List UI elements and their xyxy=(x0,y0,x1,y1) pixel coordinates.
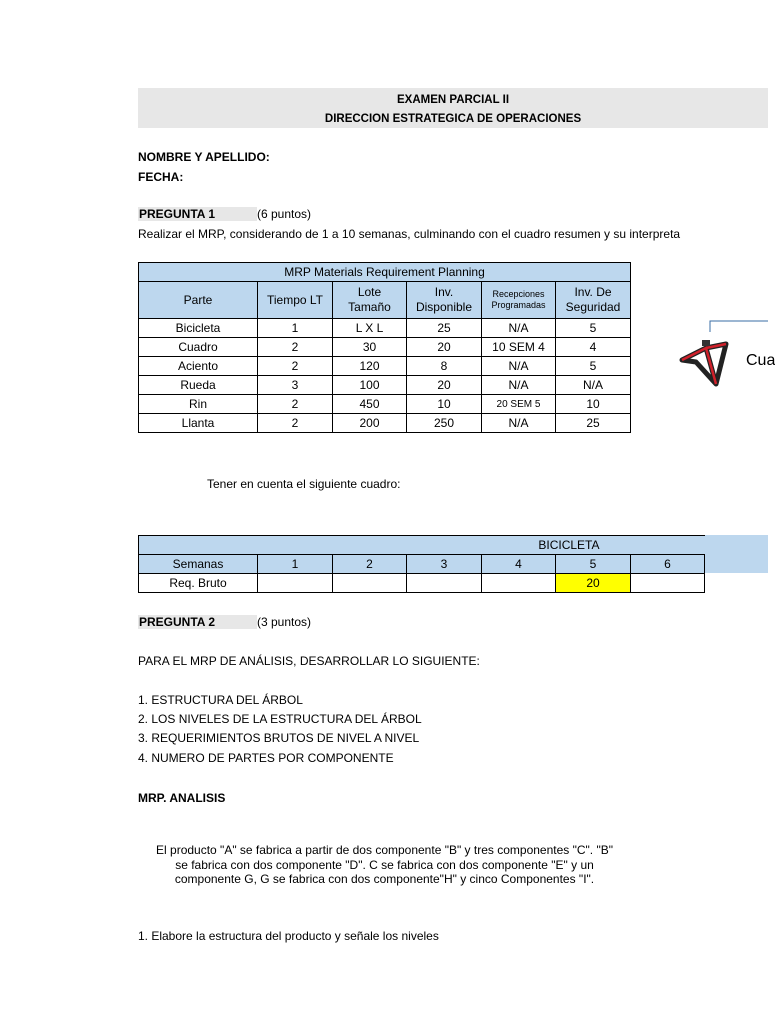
cell: 250 xyxy=(407,414,482,433)
cell: Bicicleta xyxy=(139,319,258,338)
bike-table-bluebar xyxy=(704,535,768,573)
analysis-paragraph xyxy=(138,843,631,887)
list-item: 1. ESTRUCTURA DEL ÁRBOL xyxy=(138,693,303,707)
bike-frame-icon xyxy=(682,340,726,384)
table-row xyxy=(139,357,631,376)
cell: N/A xyxy=(556,376,631,395)
cell: Llanta xyxy=(139,414,258,433)
header-cell: Parte xyxy=(139,282,258,319)
analysis-task: 1. Elabore la estructura del producto y señale los niveles xyxy=(138,929,439,943)
name-label: NOMBRE Y APELLIDO: xyxy=(138,150,270,164)
cell: 8 xyxy=(407,357,482,376)
cell: 5 xyxy=(556,319,631,338)
list-item: 4. NUMERO DE PARTES POR COMPONENTE xyxy=(138,751,394,765)
cell xyxy=(407,574,482,593)
cell xyxy=(258,574,333,593)
cell: 20 SEM 5 xyxy=(482,395,556,414)
paragraph-line: El producto "A" se fabrica a partir de dos componente "B" y tres componentes "C". "B" xyxy=(156,843,613,857)
table-row xyxy=(139,395,631,414)
side-label: Cua xyxy=(746,352,775,369)
analysis-title: MRP. ANALISIS xyxy=(138,791,226,805)
table-row xyxy=(139,319,631,338)
cell: Rueda xyxy=(139,376,258,395)
exam-subtitle: DIRECCION ESTRATEGICA DE OPERACIONES xyxy=(324,113,582,125)
header-cell: Inv. Disponible xyxy=(407,282,482,319)
cell: 30 xyxy=(333,338,407,357)
bike-table-week-row xyxy=(139,555,705,574)
cell: Cuadro xyxy=(139,338,258,357)
cell: 25 xyxy=(407,319,482,338)
bike-table-title: BICICLETA xyxy=(139,536,705,555)
table-row xyxy=(139,338,631,357)
question-1-points: (6 puntos) xyxy=(257,207,312,221)
cell: Req. Bruto xyxy=(139,574,258,593)
table-row xyxy=(139,414,631,433)
cell: 2 xyxy=(258,414,333,433)
header-cell: Inv. De Seguridad xyxy=(556,282,631,319)
cell: N/A xyxy=(482,357,556,376)
mrp-table-title: MRP Materials Requirement Planning xyxy=(139,263,631,282)
question-1-text: Realizar el MRP, considerando de 1 a 10 semanas, culminando con el cuadro resumen y su interpreta xyxy=(138,227,681,241)
cell: 20 xyxy=(407,376,482,395)
cell: 100 xyxy=(333,376,407,395)
table-row xyxy=(139,376,631,395)
cell: 5 xyxy=(556,555,631,574)
cell: L X L xyxy=(333,319,407,338)
cell xyxy=(333,574,407,593)
question-2-header xyxy=(138,615,311,629)
list-item: 3. REQUERIMIENTOS BRUTOS DE NIVEL A NIVEL xyxy=(138,731,420,745)
connector-line xyxy=(710,321,768,332)
cell: 2 xyxy=(258,338,333,357)
header-cell: Tiempo LT xyxy=(258,282,333,319)
cell: 10 SEM 4 xyxy=(482,338,556,357)
mrp-table xyxy=(138,262,631,433)
cell xyxy=(631,574,705,593)
cell: 200 xyxy=(333,414,407,433)
cell: 1 xyxy=(258,555,333,574)
question-2-label: PREGUNTA 2 xyxy=(138,615,257,629)
list-item: 2. LOS NIVELES DE LA ESTRUCTURA DEL ÁRBOL xyxy=(138,712,422,726)
highlighted-cell: 20 xyxy=(556,574,631,593)
cell: Rin xyxy=(139,395,258,414)
cell: 120 xyxy=(333,357,407,376)
cell: 2 xyxy=(333,555,407,574)
date-label: FECHA: xyxy=(138,170,184,184)
header-cell: Recepciones Programadas xyxy=(482,282,556,319)
cell: 2 xyxy=(258,395,333,414)
paragraph-line: se fabrica con dos componente "D". C se fabrica con dos componente "E" y un xyxy=(175,857,594,872)
cell: 4 xyxy=(482,555,556,574)
exam-title: EXAMEN PARCIAL II xyxy=(396,94,510,106)
cell: Semanas xyxy=(139,555,258,574)
mrp-table-header-row xyxy=(139,282,631,319)
note-text: Tener en cuenta el siguiente cuadro: xyxy=(207,477,401,491)
cell: 10 xyxy=(407,395,482,414)
question-1-header xyxy=(138,207,311,221)
cell: N/A xyxy=(482,376,556,395)
cell: Aciento xyxy=(139,357,258,376)
question-2-points: (3 puntos) xyxy=(257,615,312,629)
header-cell: Lote Tamaño xyxy=(333,282,407,319)
paragraph-line: componente G, G se fabrica con dos componente"H" y cinco Componentes "I". xyxy=(174,872,595,886)
cell: 25 xyxy=(556,414,631,433)
cell: 3 xyxy=(258,376,333,395)
cell xyxy=(482,574,556,593)
cell: 1 xyxy=(258,319,333,338)
cell: 5 xyxy=(556,357,631,376)
question-1-label: PREGUNTA 1 xyxy=(138,207,257,221)
cell: 4 xyxy=(556,338,631,357)
cell: 3 xyxy=(407,555,482,574)
cell: 2 xyxy=(258,357,333,376)
cell: 450 xyxy=(333,395,407,414)
cell: 10 xyxy=(556,395,631,414)
cell: 20 xyxy=(407,338,482,357)
bike-table-req-row xyxy=(139,574,705,593)
bike-table xyxy=(138,535,705,593)
cell: 6 xyxy=(631,555,705,574)
cell: N/A xyxy=(482,319,556,338)
exam-header xyxy=(138,88,768,128)
question-2-intro: PARA EL MRP DE ANÁLISIS, DESARROLLAR LO SIGUIENTE: xyxy=(138,654,480,668)
cell: N/A xyxy=(482,414,556,433)
